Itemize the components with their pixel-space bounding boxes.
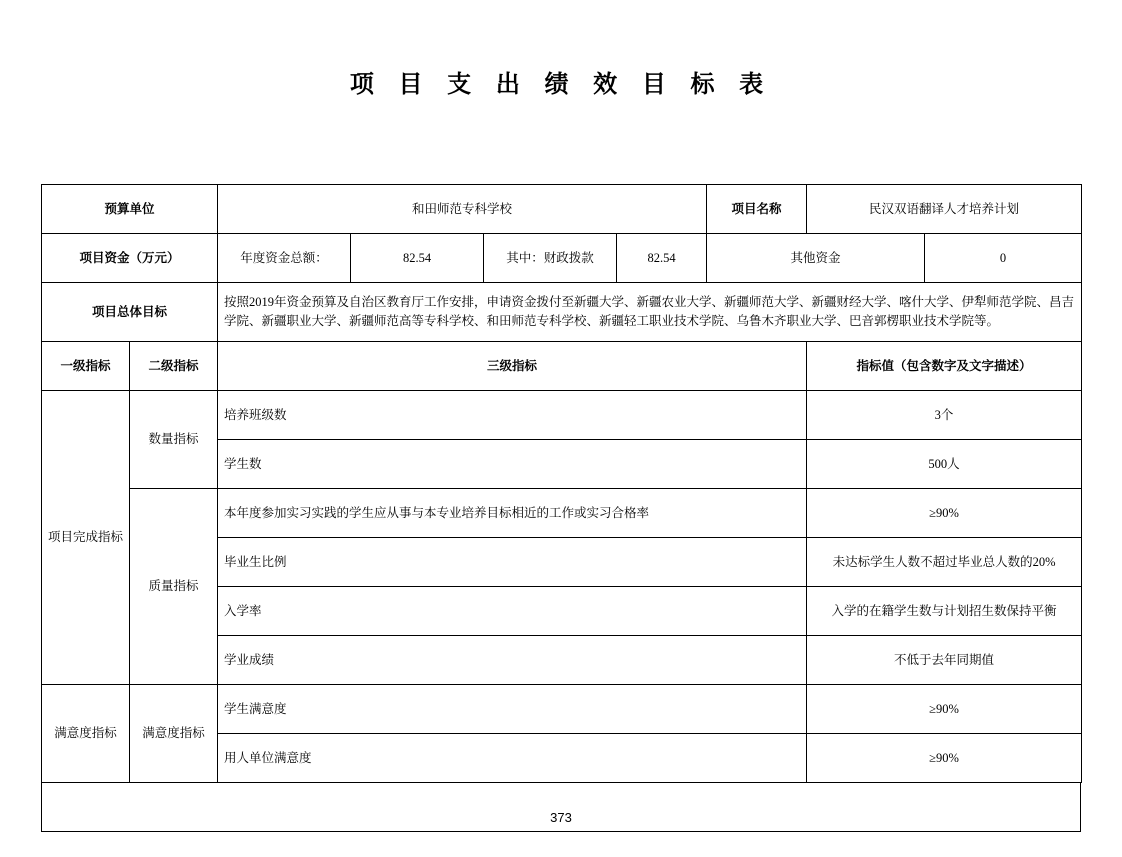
level3-label: 培养班级数 — [218, 391, 807, 440]
indicator-value: ≥90% — [807, 685, 1082, 734]
indicator-value: 3个 — [807, 391, 1082, 440]
project-name-label: 项目名称 — [707, 185, 807, 234]
performance-goal-table — [41, 184, 1081, 832]
indicator-value: ≥90% — [807, 734, 1082, 783]
level3-label: 用人单位满意度 — [218, 734, 807, 783]
level3-label: 学生数 — [218, 440, 807, 489]
level3-label: 入学率 — [218, 587, 807, 636]
indicator-value: 入学的在籍学生数与计划招生数保持平衡 — [807, 587, 1082, 636]
overall-goal-value: 按照2019年资金预算及自治区教育厅工作安排，申请资金拨付至新疆大学、新疆农业大学、新疆师范大学、新疆财经大学、喀什大学、伊犁师范学院、昌吉学院、新疆职业大学、新疆师范高等专科学校、和田师范专科学校、新疆轻工职业技术学院、乌鲁木齐职业大学、巴音郭楞职业技术学院等。 — [218, 283, 1082, 342]
budget-unit-value: 和田师范专科学校 — [218, 185, 707, 234]
main-table — [41, 184, 1082, 783]
table-row — [42, 391, 1082, 440]
level2-label-satisfaction: 满意度指标 — [130, 685, 218, 783]
other-funds-label: 其他资金 — [707, 234, 925, 283]
other-funds-value: 0 — [925, 234, 1082, 283]
page-title: 项 目 支 出 绩 效 目 标 表 — [349, 71, 773, 98]
column-header-value: 指标值（包含数字及文字描述） — [807, 342, 1082, 391]
level1-label-completion: 项目完成指标 — [42, 391, 130, 685]
indicator-value: 未达标学生人数不超过毕业总人数的20% — [807, 538, 1082, 587]
level3-label: 本年度参加实习实践的学生应从事与本专业培养目标相近的工作或实习合格率 — [218, 489, 807, 538]
project-name-value: 民汉双语翻译人才培养计划 — [807, 185, 1082, 234]
document-page — [0, 64, 1122, 857]
table-row-overall-goal — [42, 283, 1082, 342]
level3-label: 学生满意度 — [218, 685, 807, 734]
project-funds-label: 项目资金（万元） — [42, 234, 218, 283]
indicator-value: 500人 — [807, 440, 1082, 489]
level1-label-satisfaction: 满意度指标 — [42, 685, 130, 783]
level3-label: 学业成绩 — [218, 636, 807, 685]
level3-label: 毕业生比例 — [218, 538, 807, 587]
fiscal-allocation-value: 82.54 — [617, 234, 707, 283]
level2-label-quality: 质量指标 — [130, 489, 218, 685]
budget-unit-label: 预算单位 — [42, 185, 218, 234]
annual-total-label: 年度资金总额： — [218, 234, 351, 283]
table-row-budget-unit — [42, 185, 1082, 234]
overall-goal-label: 项目总体目标 — [42, 283, 218, 342]
indicator-value: 不低于去年同期值 — [807, 636, 1082, 685]
table-row-index-header — [42, 342, 1082, 391]
annual-total-value: 82.54 — [351, 234, 484, 283]
column-header-level2: 二级指标 — [130, 342, 218, 391]
level2-label-quantity: 数量指标 — [130, 391, 218, 489]
fiscal-allocation-label: 其中：财政拨款 — [484, 234, 617, 283]
table-row-project-funds — [42, 234, 1082, 283]
indicator-value: ≥90% — [807, 489, 1082, 538]
table-row — [42, 489, 1082, 538]
column-header-level1: 一级指标 — [42, 342, 130, 391]
table-row — [42, 685, 1082, 734]
page-number: 373 — [550, 810, 572, 825]
column-header-level3: 三级指标 — [218, 342, 807, 391]
